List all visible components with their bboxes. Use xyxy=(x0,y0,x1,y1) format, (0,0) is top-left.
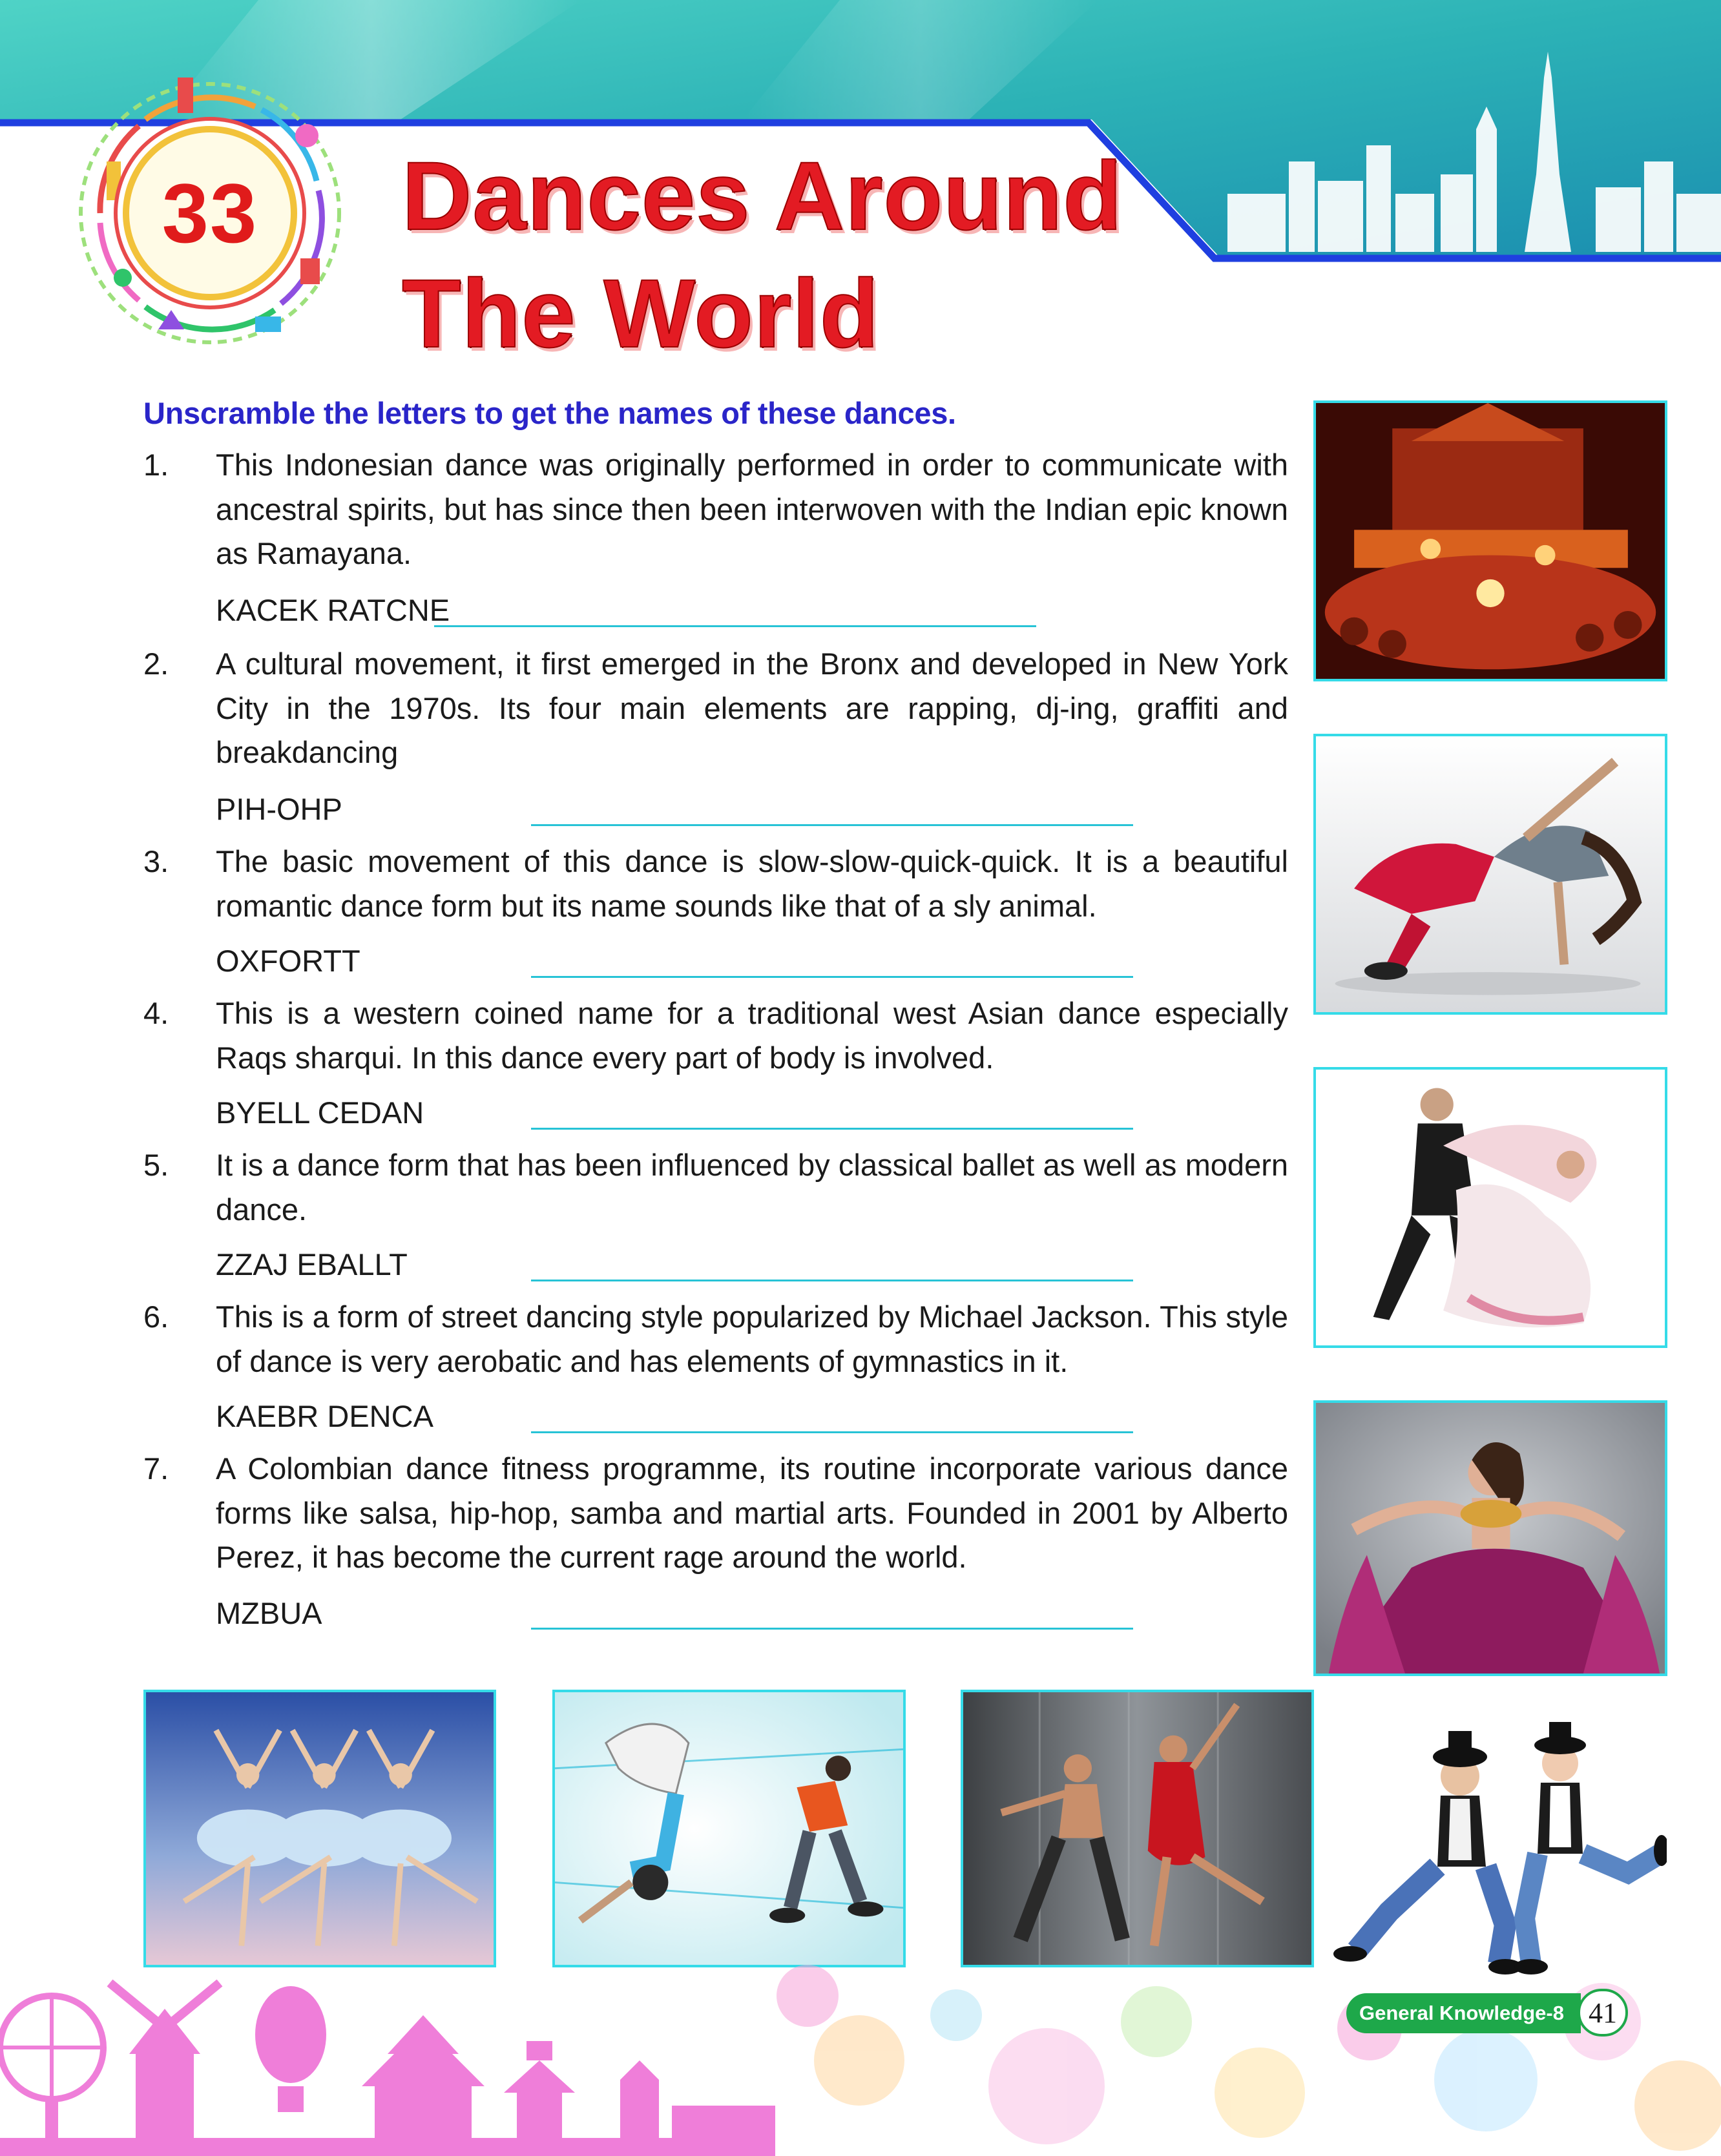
question-text: A cultural movement, it first emerged in the Bronx and developed in New York City in the 1970s. Its four main elements are rapping, dj-ing, graffiti and breakdancing xyxy=(216,647,1288,769)
scrambled-word: ZZAJ EBALLT xyxy=(216,1247,408,1281)
question-number: 1. xyxy=(143,448,169,482)
answer-line[interactable] xyxy=(531,1628,1133,1630)
answer-line[interactable] xyxy=(531,976,1133,978)
kecak-dance-photo xyxy=(1313,400,1667,681)
scrambled-word: KAEBR DENCA xyxy=(216,1399,433,1433)
answer-line[interactable] xyxy=(531,1128,1133,1130)
question-number: 5. xyxy=(143,1148,169,1182)
hip-hop-dancer-photo xyxy=(1313,734,1667,1015)
instruction-text: Unscramble the letters to get the names of these dances. xyxy=(143,396,956,430)
foxtrot-couple-photo xyxy=(1313,1067,1667,1348)
page-title-line-2: The World xyxy=(402,259,880,368)
fairground-skyline-silhouette xyxy=(0,1925,1721,2156)
question-text: This Indonesian dance was originally performed in order to communicate with ancestral spirits, but has since then been interwoven with the Indian epic known as Ramayana. xyxy=(216,448,1288,570)
answer-line[interactable] xyxy=(434,625,1036,627)
question-number: 6. xyxy=(143,1300,169,1334)
scrambled-word: KACEK RATCNE xyxy=(216,593,450,627)
question-text: The basic movement of this dance is slow-slow-quick-quick. It is a beautiful romantic dance form but its name sounds like that of a sly animal. xyxy=(216,844,1288,923)
question-text: This is a form of street dancing style popularized by Michael Jackson. This style of dance is very aerobatic and has elements of gymnastics in it. xyxy=(216,1300,1288,1378)
scrambled-word: BYELL CEDAN xyxy=(216,1095,424,1130)
question-text: A Colombian dance fitness programme, its routine incorporate various dance forms like salsa, hip-hop, samba and martial arts. Founded in 2001 by Alberto Perez, it has become the current rage around the world. xyxy=(216,1451,1288,1574)
question-text: It is a dance form that has been influenced by classical ballet as well as modern dance. xyxy=(216,1148,1288,1227)
answer-line[interactable] xyxy=(531,1431,1133,1433)
book-label: General Knowledge-8 xyxy=(1346,1993,1581,2033)
answer-line[interactable] xyxy=(531,1280,1133,1281)
scrambled-word: PIH-OHP xyxy=(216,792,342,826)
question-text: This is a western coined name for a traditional west Asian dance especially Raqs sharqui. In this dance every part of body is involved. xyxy=(216,996,1288,1075)
question-number: 7. xyxy=(143,1451,169,1486)
scrambled-word: OXFORTT xyxy=(216,944,360,978)
belly-dancer-photo xyxy=(1313,1400,1667,1676)
scrambled-word: MZBUA xyxy=(216,1596,322,1630)
page-title-line-1: Dances Around xyxy=(402,141,1123,250)
question-number: 3. xyxy=(143,844,169,878)
page-number: 41 xyxy=(1578,1989,1628,2037)
question-number: 2. xyxy=(143,647,169,681)
answer-line[interactable] xyxy=(531,824,1133,826)
chapter-number: 33 xyxy=(162,166,258,260)
chapter-badge xyxy=(123,126,297,300)
question-number: 4. xyxy=(143,996,169,1030)
